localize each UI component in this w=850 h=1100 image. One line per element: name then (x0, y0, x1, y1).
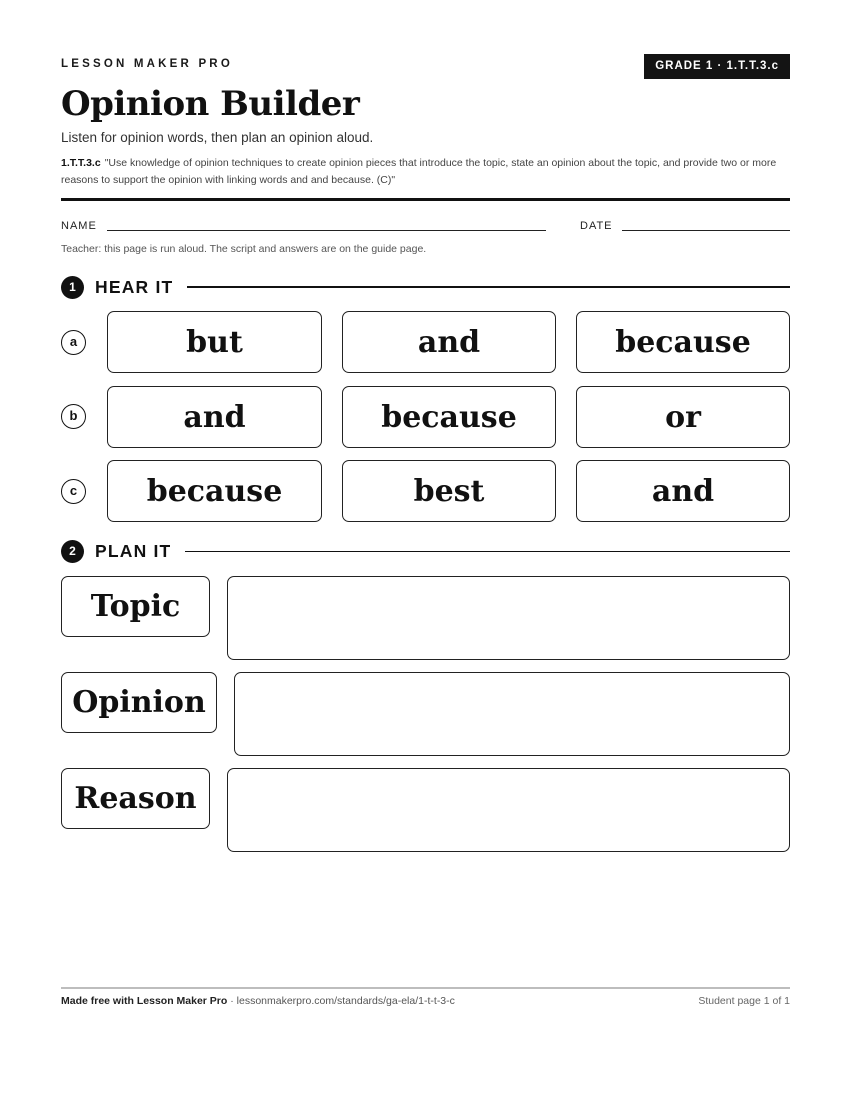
name-label: NAME (61, 220, 97, 232)
standard-description (61, 155, 790, 189)
standard-code: 1.T.T.3.c (61, 157, 101, 169)
section-rule (185, 551, 790, 552)
date-field[interactable] (622, 230, 790, 231)
section-number: 2 (61, 540, 84, 563)
word-choice[interactable]: and (576, 460, 790, 522)
plan-box-opinion[interactable] (234, 672, 790, 756)
standard-text: "Use knowledge of opinion techniques to create opinion pieces that introduce the topic, state an opinion about the topic, and provide two or more reasons to support the opinion with linking words and and because. (C)" (61, 157, 777, 186)
worksheet-page (61, 0, 790, 1100)
footer-divider (61, 987, 790, 989)
plan-label-reason: Reason (61, 768, 210, 829)
section-rule (187, 286, 790, 288)
row-letter-b: b (61, 404, 86, 429)
footer-page-info: Student page 1 of 1 (698, 995, 790, 1007)
word-choice[interactable]: or (576, 386, 790, 448)
page-title: Opinion Builder (61, 84, 360, 124)
section-title: PLAN IT (95, 540, 172, 561)
word-choice[interactable]: best (342, 460, 556, 522)
word-choice[interactable]: and (342, 311, 556, 373)
footer-url[interactable]: · lessonmakerpro.com/standards/ga-ela/1-t-t-3-c (227, 995, 455, 1007)
section-hear-it (61, 275, 790, 299)
header-divider (61, 198, 790, 201)
word-choice[interactable]: because (342, 386, 556, 448)
row-letter-a: a (61, 330, 86, 355)
plan-label-opinion: Opinion (61, 672, 217, 733)
page-subtitle: Listen for opinion words, then plan an opinion aloud. (61, 130, 374, 145)
row-letter-c: c (61, 479, 86, 504)
teacher-note: Teacher: this page is run aloud. The script and answers are on the guide page. (61, 243, 427, 255)
word-choice[interactable]: because (576, 311, 790, 373)
brand-name: LESSON MAKER PRO (61, 58, 233, 70)
name-field[interactable] (107, 230, 546, 231)
plan-box-reason[interactable] (227, 768, 790, 852)
plan-box-topic[interactable] (227, 576, 790, 660)
grade-badge: GRADE 1 · 1.T.T.3.c (644, 54, 790, 79)
word-choice[interactable]: because (107, 460, 322, 522)
section-plan-it (61, 539, 790, 563)
section-number: 1 (61, 276, 84, 299)
footer-credit (61, 995, 455, 1007)
footer-made-with: Made free with Lesson Maker Pro (61, 995, 228, 1007)
section-title: HEAR IT (95, 276, 174, 297)
plan-label-topic: Topic (61, 576, 210, 637)
date-label: DATE (580, 220, 613, 232)
word-choice[interactable]: but (107, 311, 322, 373)
word-choice[interactable]: and (107, 386, 322, 448)
